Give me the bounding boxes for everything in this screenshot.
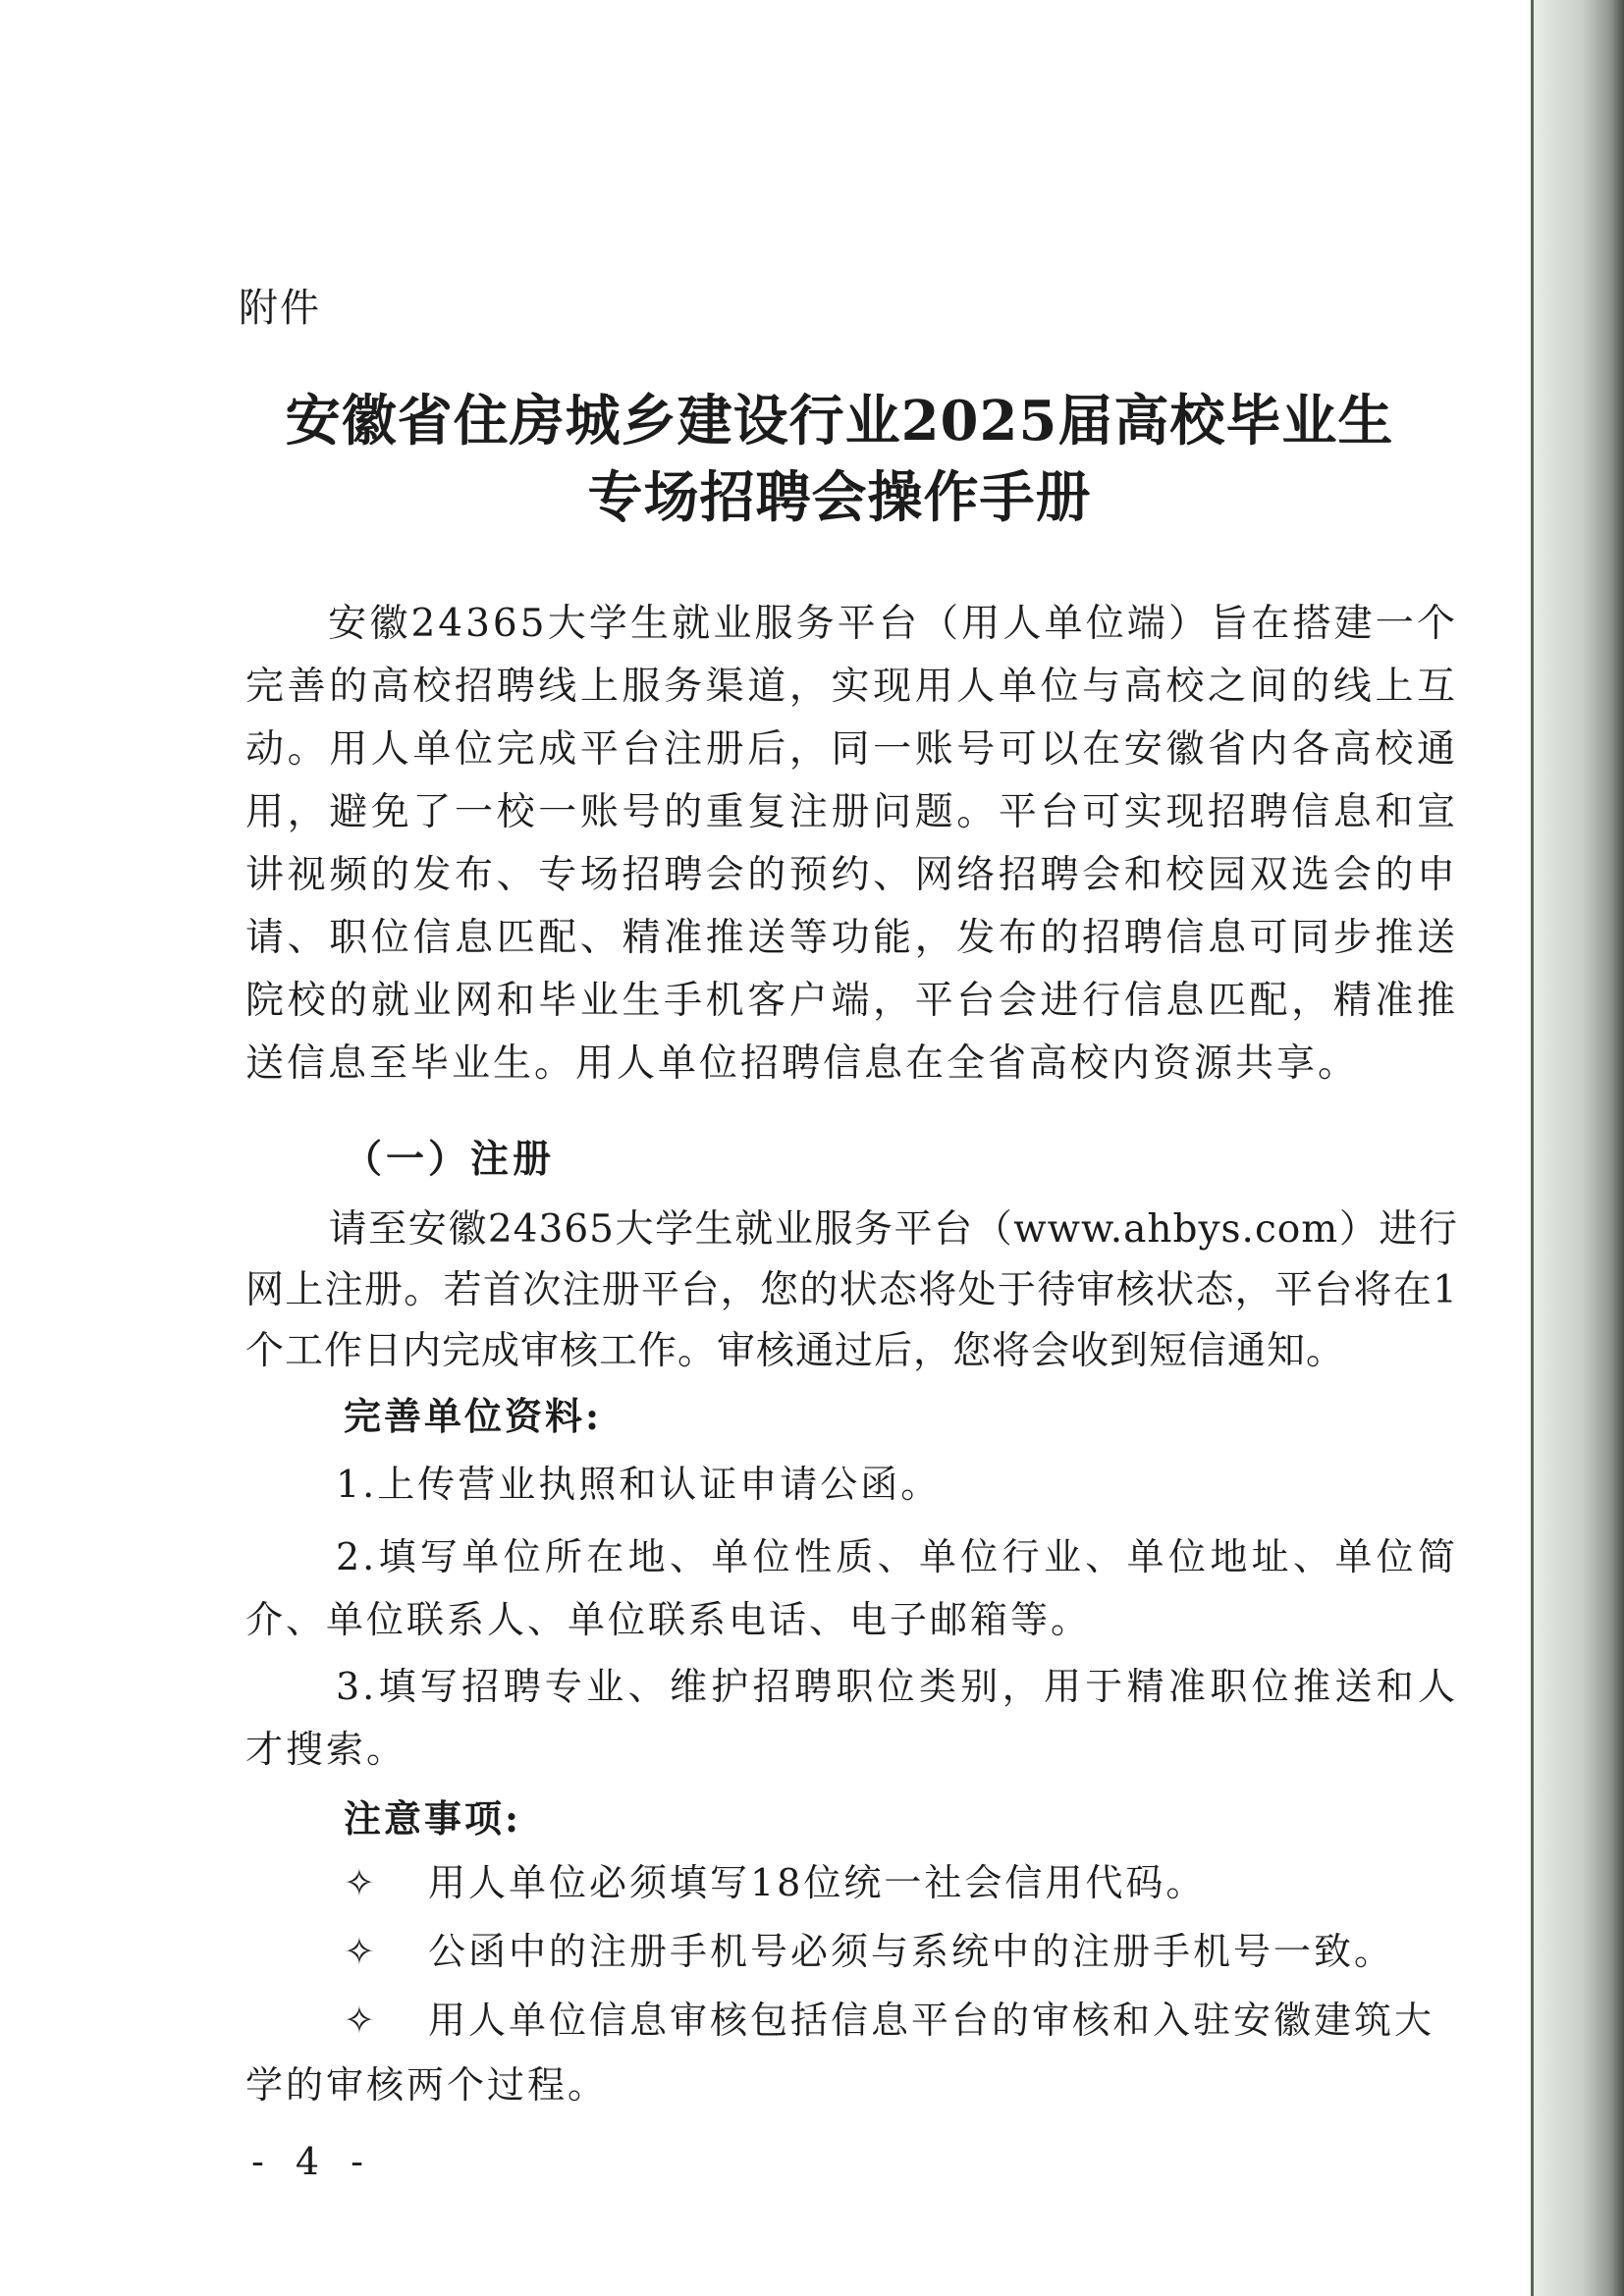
intro-paragraph: [245, 593, 1458, 1095]
profile-item-2: [245, 1525, 1458, 1651]
notes-heading: 注意事项:: [344, 1796, 522, 1841]
page-number: - 4 -: [251, 2140, 374, 2183]
scan-edge-shadow: [1534, 0, 1624, 2296]
profile-item-text: 2.填写单位所在地、单位性质、单位行业、单位地址、单位简介、单位联系人、单位联系电话、电子邮箱等。: [245, 1535, 1458, 1641]
profile-item-1: [245, 1453, 1458, 1516]
bullet-icon: ✧: [344, 1999, 378, 2042]
note-text: 用人单位信息审核包括信息平台的审核和入驻安徽建筑大学的审核两个过程。: [245, 1999, 1435, 2107]
profile-item-text: 1.上传营业执照和认证申请公函。: [336, 1463, 942, 1506]
intro-text: 安徽24365大学生就业服务平台（用人单位端）旨在搭建一个完善的高校招聘线上服务渠道，实现用人单位与高校之间的线上互动。用人单位完成平台注册后，同一账号可以在安徽省内各高校通用，避免了一校一账号的重复注册问题。平台可实现招聘信息和宣讲视频的发布、专场招聘会的预约、网络招聘会和校园双选会的申请、职位信息匹配、精准推送等功能，发布的招聘信息可同步推送院校的就业网和毕业生手机客户端，平台会进行信息匹配，精准推送信息至毕业生。用人单位招聘信息在全省高校内资源共享。: [245, 602, 1458, 1086]
attachment-label: 附件: [239, 286, 321, 331]
profile-heading: 完善单位资料:: [344, 1394, 603, 1438]
note-item-2: [245, 1919, 1458, 1984]
register-paragraph: [245, 1200, 1458, 1382]
bullet-icon: ✧: [344, 1930, 378, 1973]
note-text: 用人单位必须填写18位统一社会信用代码。: [428, 1861, 1207, 1904]
note-item-1: [245, 1850, 1458, 1915]
section-register-heading: （一）注册: [344, 1137, 556, 1182]
bullet-icon: ✧: [344, 1861, 378, 1904]
note-item-3: [245, 1988, 1458, 2117]
title-line-2: 专场招聘会操作手册: [587, 465, 1092, 530]
note-text: 公函中的注册手机号必须与系统中的注册手机号一致。: [428, 1930, 1395, 1973]
title-line-1: 安徽省住房城乡建设行业2025届高校毕业生: [285, 389, 1394, 454]
profile-item-3: [245, 1655, 1458, 1781]
document-title: [177, 383, 1502, 536]
register-text: 请至安徽24365大学生就业服务平台（www.ahbys.com）进行网上注册。若首次注册平台，您的状态将处于待审核状态，平台将在1个工作日内完成审核工作。审核通过后，您将会收到短信通知。: [245, 1207, 1458, 1373]
profile-item-text: 3.填写招聘专业、维护招聘职位类别，用于精准职位推送和人才搜索。: [245, 1665, 1458, 1771]
